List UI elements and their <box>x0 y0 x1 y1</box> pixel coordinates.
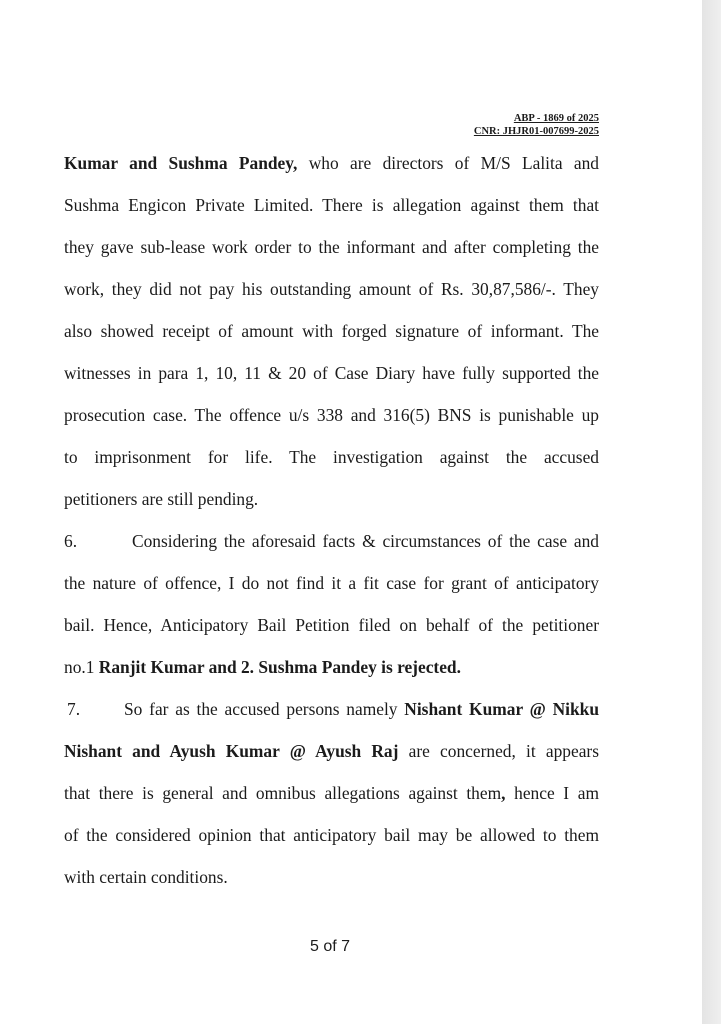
text-line <box>64 442 599 472</box>
viewer-margin <box>702 0 721 1024</box>
text-line <box>64 652 599 682</box>
text-line <box>64 484 599 514</box>
text-run: they gave sub-lease work order to the informant and after completing the <box>64 237 599 257</box>
text-run: with certain conditions. <box>64 867 228 887</box>
case-reference-header <box>380 112 599 138</box>
text-run: So far as the accused persons namely <box>124 699 405 719</box>
text-run: hence I am <box>505 783 599 803</box>
text-line <box>64 820 599 850</box>
paragraph-number: 6. <box>64 531 78 551</box>
text-line <box>64 862 599 892</box>
paragraph-6-start <box>64 526 599 556</box>
text-run: that there is general and omnibus allegations against them <box>64 783 502 803</box>
text-line <box>64 232 599 262</box>
text-run: the nature of offence, I do not find it a fit case for grant of anticipatory <box>64 573 599 593</box>
text-run: petitioners are still pending. <box>64 489 259 509</box>
text-line <box>64 358 599 388</box>
text-run: Considering the aforesaid facts & circumstances of the case and <box>132 531 599 551</box>
bold-text: , <box>501 783 506 803</box>
text-run: are concerned, it appears <box>398 741 599 761</box>
text-run: bail. Hence, Anticipatory Bail Petition filed on behalf of the petitioner <box>64 615 599 635</box>
text-line <box>64 274 599 304</box>
paragraph-number: 7. <box>67 699 81 719</box>
text-run: of the considered opinion that anticipatory bail may be allowed to them <box>64 825 599 845</box>
text-line <box>64 148 599 178</box>
text-run: witnesses in para 1, 10, 11 & 20 of Case Diary have fully supported the <box>64 363 599 383</box>
paragraph-7-start <box>64 694 599 724</box>
bold-text: Kumar and Sushma Pandey, <box>64 153 298 173</box>
text-run: prosecution case. The offence u/s 338 and 316(5) BNS is punishable up <box>64 405 599 425</box>
text-line <box>64 190 599 220</box>
bold-text: Nishant Kumar @ Nikku <box>404 699 600 719</box>
cnr-number: CNR: JHJR01-007699-2025 <box>473 126 599 137</box>
text-line <box>64 400 599 430</box>
text-run: Sushma Engicon Private Limited. There is allegation against them that <box>64 195 599 215</box>
text-run: also showed receipt of amount with forged signature of informant. The <box>64 321 599 341</box>
text-line <box>64 568 599 598</box>
text-run: no.1 <box>64 657 99 677</box>
bold-text: Nishant and Ayush Kumar @ Ayush Raj <box>64 741 399 761</box>
text-line <box>64 736 599 766</box>
text-line <box>64 610 599 640</box>
case-number: ABP - 1869 of 2025 <box>513 113 599 124</box>
text-run: to imprisonment for life. The investigation against the accused <box>64 447 599 467</box>
text-line <box>64 778 599 808</box>
text-line <box>64 316 599 346</box>
bold-text: Ranjit Kumar and 2. Sushma Pandey is rejected. <box>98 657 461 677</box>
page-number: 5 of 7 <box>309 938 351 955</box>
text-run: who are directors of M/S Lalita and <box>297 153 600 173</box>
text-run: work, they did not pay his outstanding amount of Rs. 30,87,586/-. They <box>64 279 599 299</box>
